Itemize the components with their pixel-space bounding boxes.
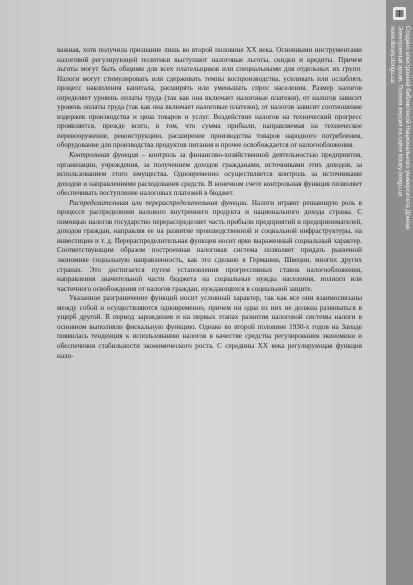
paragraph-4-text: Указанное разграничение функций носит условный характер, так как все они взаимосвязаны между собой и осуществляются одновременно, причем ни одна из них не должна развиваться в ущерб другой. В период зарождения и на первых этапах развития налоговой системы налоги в основном выполняли фискальную функцию. Однако во второй половине 1930-х годов на Западе появилась тенденция к использованию налогов в качестве средства регулирования экономики и обеспечения стабильности экономического роста. С середины XX века регулирующая функция нало- — [57, 294, 362, 360]
paragraph-1 — [57, 46, 362, 151]
paragraph-3-text: Налоги играют решающую роль в процессе распределения валового внутреннего продукта и национального дохода страны. С помощью налогов государство перераспределяет часть прибыли предприятий и предпринимателей, доходов граждан, направляя ее на развитие производственной и социальной инфраструктуры, на инвестиции и т. д. Перераспределительная функция носит ярко выраженный социальный характер. Соответствующим образом построенная налоговая система позволяет придать рыночной экономике социальную направленность, как это сделано в Германии, Швеции, многих других странах. Это достигается путем установления прогрессивных ставок налогообложения, направления значительной части бюджета на социальные нужды населения, полного или частичного освобождения от налогов граждан, нуждающихся в социальной защите. — [57, 198, 362, 293]
library-side-band — [386, 0, 413, 585]
paragraph-3-term: Распределительная или перераспределительная функции. — [69, 198, 249, 207]
library-watermark — [390, 26, 410, 316]
paragraph-2 — [57, 151, 362, 199]
watermark-line-1: Создано электронной библиотекой Национального университета Донецк — [404, 26, 410, 230]
paragraph-3 — [57, 199, 362, 294]
library-logo-icon — [393, 7, 406, 20]
page-text — [57, 46, 362, 361]
watermark-line-3: www.library.dongu.ua — [389, 26, 395, 83]
paragraph-4 — [57, 294, 362, 361]
watermark-line-2: Электронный архив. Полная версия на сайте library.dongu.ua — [396, 26, 403, 197]
paragraph-2-text: – контроль за финансово-хозяйственной деятельностью предприятия, организации, учреждения, за получением доходов гражданами, источниками этих доходов, за использованием этого имущества. Одновременно осуществляется контроль за источниками доходов и направлениями расходования средств. В конечном счете контрольная функция позволяет обеспечивать поступление налоговых платежей в бюджет. — [57, 151, 362, 198]
paragraph-1-text: важная, хотя получила признание лишь во второй половине XX века. Основными инструментами налоговой регулирующей политики выступают налоговые льготы, скидки и кредиты. Причем льготы могут быть общими для всех плательщиков или специальными для отдельных их групп. Налоги могут стимулировать или сдерживать темпы воспроизводства, усиливать или ослаблять процесс накопления капитала, расширять или уменьшать спрос населения. Размер налогов определяет уровень оплаты труда (так как она включает налоговые платежи), от налогов зависит уровень оплаты труда (так как она включает налоговые платежи), от налогов зависит соотношение издержек производства и цена товаров и услуг. Воздействие налогов на технический прогресс проявляется, прежде всего, в том, что сумма прибыли, направляемая на техническое перевооружение, реконструкцию, расширение производства товаров народного потребления, оборудование для производства продуктов питания и прочее освобождается от налогообложения. — [57, 46, 362, 150]
paragraph-2-term: Контрольная функция — [69, 151, 139, 160]
